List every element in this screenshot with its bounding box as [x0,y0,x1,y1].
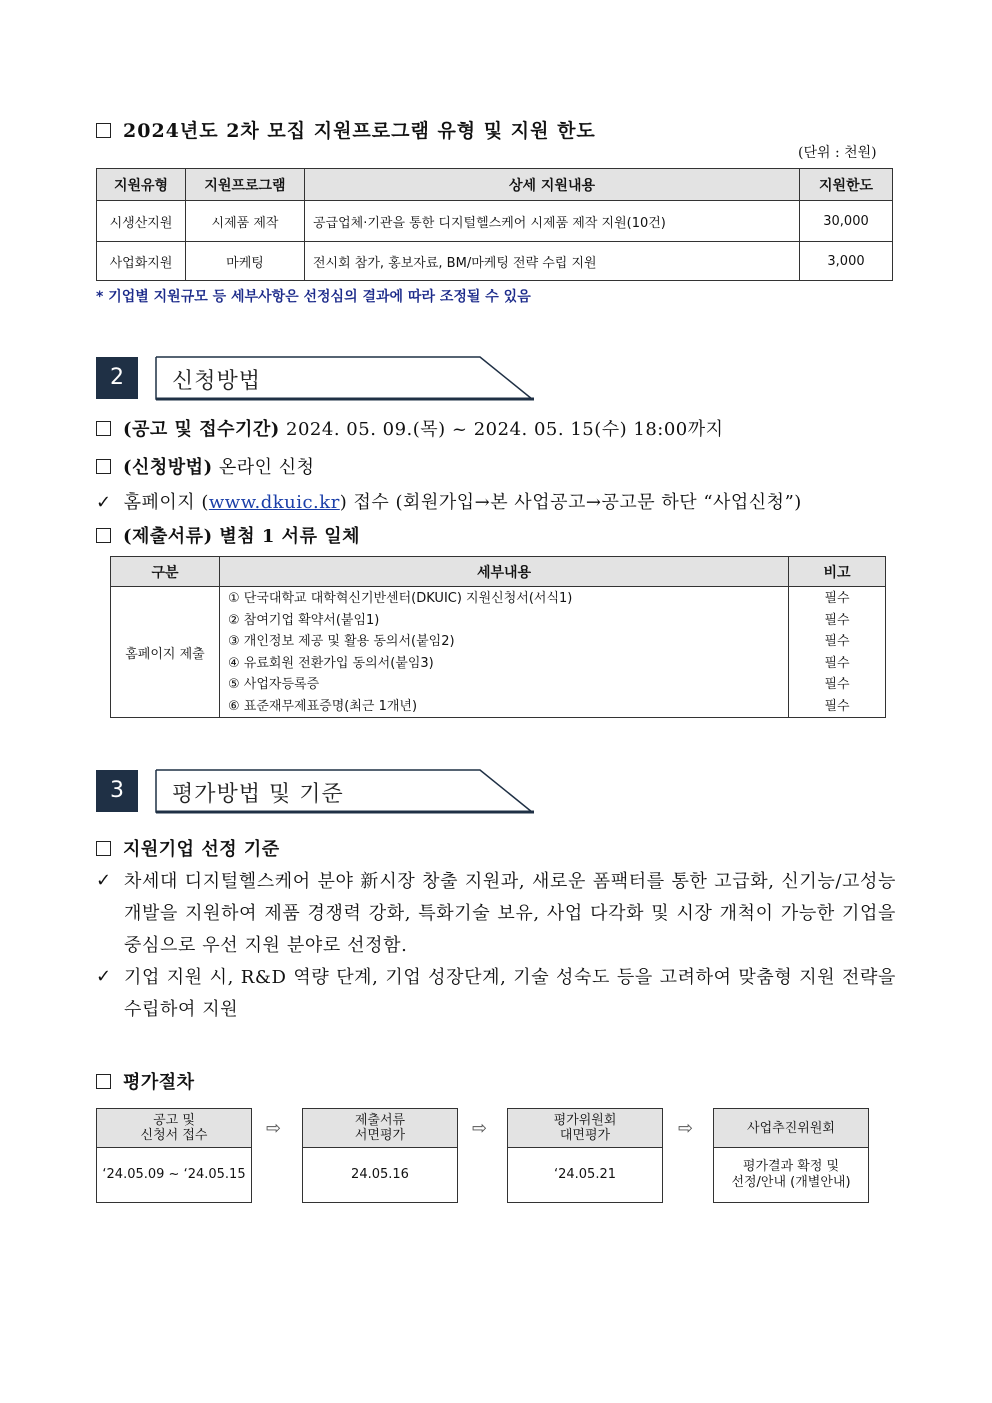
unit-label: (단위 : 천원) [798,145,877,161]
criteria-2-text: 기업 지원 시, R&D 역량 단계, 기업 성장단계, 기술 성숙도 등을 고려하여 맞춤형 지원 전략을 수립하여 지원 [124,967,896,1020]
list-item: ④ 유료회원 전환가입 동의서(붙임3) [228,655,434,671]
cell-doc-remarks [789,587,886,718]
checkmark-icon: ✓ [96,966,112,987]
process-step-detail: ‘24.05.09 ~ ‘24.05.15 [102,1167,246,1182]
cell-program: 마케팅 [186,242,305,281]
process-step-detail: ‘24.05.21 [553,1167,617,1182]
process-step-4 [713,1108,869,1203]
homepage-prefix: 홈페이지 ( [123,492,209,513]
criteria-1-text: 차세대 디지털헬스케어 분야 新시장 창출 지원과, 새로운 폼팩터를 통한 고급화, 신기능/고성능 개발을 지원하여 제품 경쟁력 강화, 특화기술 보유, 사업 다각화 및 시장 개척이 가능한 기업을 중심으로 우선 지원 분야로 선정함. [124,871,896,956]
checkbox-square-icon [96,1074,111,1089]
list-item: ① 단국대학교 대학혁신기반센터(DKUIC) 지원신청서(서식1) [228,591,573,606]
process-step-1 [96,1108,252,1203]
header-program: 지원프로그램 [186,169,305,201]
homepage-link[interactable]: www.dkuic.kr [208,492,340,513]
process-step-detail: 24.05.16 [351,1167,409,1182]
support-table [96,168,893,281]
cell-program: 시제품 제작 [186,201,305,242]
method-value: 온라인 신청 [218,457,315,478]
section3-title: 평가방법 및 기준 [172,782,344,807]
process-step-3 [507,1108,663,1203]
list-item: ⑤ 사업자등록증 [228,677,320,692]
documents-line [96,522,360,548]
support-heading: 2024년도 2차 모집 지원프로그램 유형 및 지원 한도 [96,116,596,143]
criteria-heading [96,835,280,861]
homepage-line [96,488,802,514]
documents-label: (제출서류) 별첨 1 서류 일체 [123,526,361,547]
arrow-right-icon: ⇨ [266,1118,282,1139]
cell-type: 사업화지원 [97,242,186,281]
cell-detail: 전시회 참가, 홍보자료, BM/마케팅 전략 수립 지원 [305,242,800,281]
header-category: 구분 [111,557,220,587]
cell-limit: 30,000 [800,201,893,242]
documents-table [110,556,886,718]
process-step-detail: 평가결과 확정 및 선정/안내 (개별안내) [731,1159,851,1190]
process-step-title: 사업추진위원회 [714,1109,868,1148]
table-row [97,201,893,242]
criteria-item-1 [96,866,896,962]
criteria-heading-text: 지원기업 선정 기준 [123,839,280,860]
period-value: 2024. 05. 09.(목) ~ 2024. 05. 15(수) 18:00까지 [286,419,724,440]
table-row [111,587,886,718]
process-step-2 [302,1108,458,1203]
arrow-right-icon: ⇨ [678,1118,694,1139]
checkbox-square-icon [96,123,111,138]
remark: 필수 [824,677,850,692]
cell-detail: 공급업체·기관을 통한 디지털헬스케어 시제품 제작 지원(10건) [305,201,800,242]
process-heading [96,1068,195,1094]
remark: 필수 [824,698,850,714]
remark: 필수 [824,655,850,671]
cell-type: 시생산지원 [97,201,186,242]
remark: 필수 [824,591,850,606]
remark: 필수 [824,612,850,628]
process-step-title: 제출서류 서면평가 [303,1109,457,1148]
method-line [96,453,315,479]
section2-number: 2 [96,357,138,399]
section3-number: 3 [96,770,138,812]
list-item: ⑥ 표준재무제표증명(최근 1개년) [228,698,418,714]
table-row [97,242,893,281]
checkmark-icon: ✓ [96,870,112,891]
cell-limit: 3,000 [800,242,893,281]
checkbox-square-icon [96,421,111,436]
header-remarks: 비고 [789,557,886,587]
section2-title: 신청방법 [172,369,262,394]
criteria-item-2 [96,962,896,1026]
method-label: (신청방법) [123,457,213,478]
checkbox-square-icon [96,528,111,543]
cell-doc-items [220,587,789,718]
checkbox-square-icon [96,841,111,856]
header-type: 지원유형 [97,169,186,201]
homepage-suffix: ) 접수 (회원가입→본 사업공고→공고문 하단 “사업신청”) [339,492,802,513]
checkmark-icon: ✓ [96,492,112,513]
process-heading-text: 평가절차 [123,1072,195,1093]
support-note: * 기업별 지원규모 등 세부사항은 선정심의 결과에 따라 조정될 수 있음 [96,289,531,305]
header-detail: 상세 지원내용 [305,169,800,201]
period-label: (공고 및 접수기간) [123,419,280,440]
header-details: 세부내용 [220,557,789,587]
process-step-title: 평가위원회 대면평가 [508,1109,662,1148]
checkbox-square-icon [96,459,111,474]
arrow-right-icon: ⇨ [472,1118,488,1139]
period-line [96,415,724,441]
cell-category: 홈페이지 제출 [111,587,220,718]
list-item: ③ 개인정보 제공 및 활용 동의서(붙임2) [228,634,455,649]
header-limit: 지원한도 [800,169,893,201]
list-item: ② 참여기업 확약서(붙임1) [228,612,380,628]
process-step-title: 공고 및 신청서 접수 [97,1109,251,1148]
remark: 필수 [824,634,850,649]
